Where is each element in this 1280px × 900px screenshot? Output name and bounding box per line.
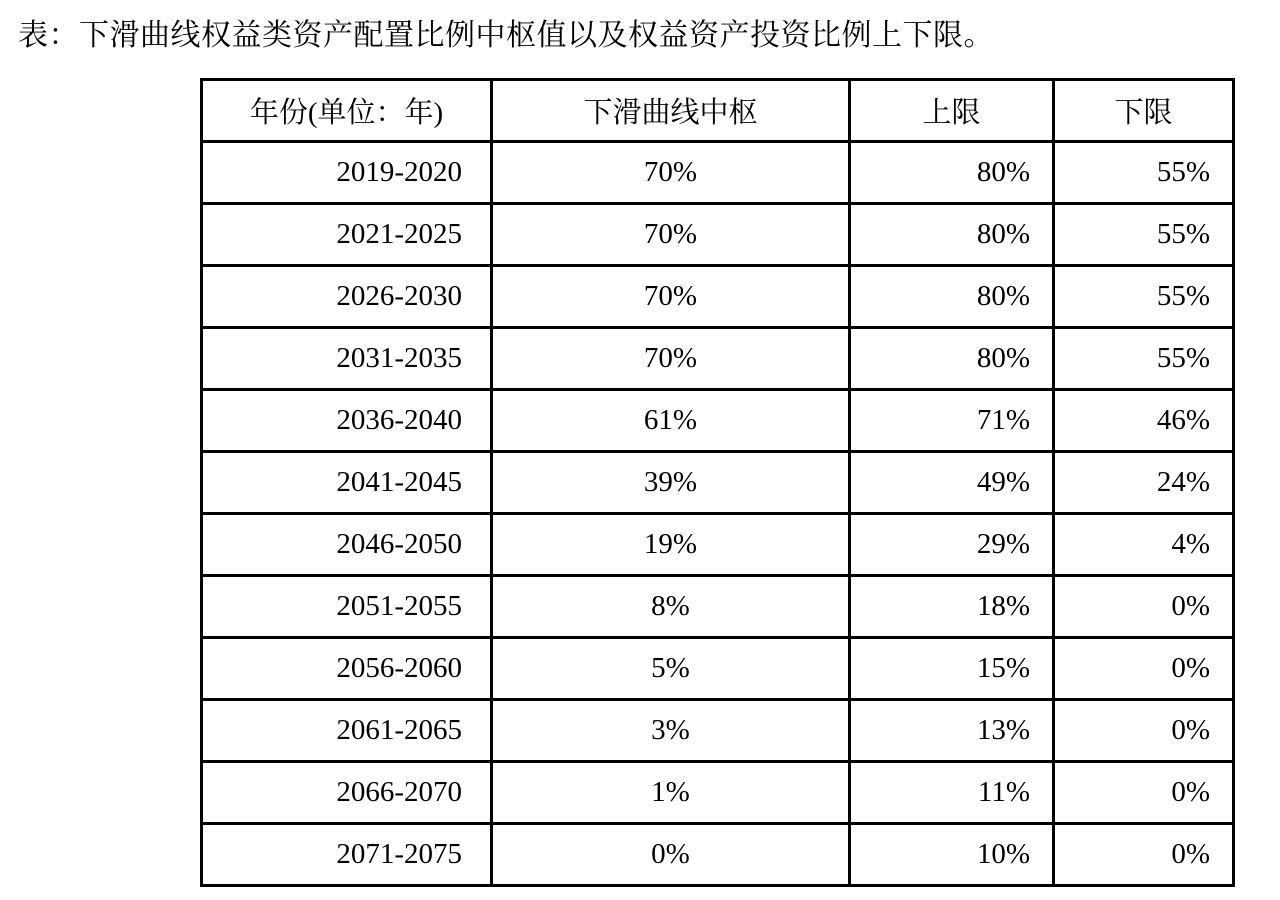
table-row xyxy=(202,700,1234,762)
cell-lower: 55% xyxy=(1054,142,1234,204)
cell-upper: 71% xyxy=(850,390,1054,452)
cell-upper: 15% xyxy=(850,638,1054,700)
cell-upper: 80% xyxy=(850,328,1054,390)
cell-center: 19% xyxy=(492,514,850,576)
cell-upper: 11% xyxy=(850,762,1054,824)
cell-lower: 0% xyxy=(1054,576,1234,638)
table-row xyxy=(202,328,1234,390)
cell-upper: 29% xyxy=(850,514,1054,576)
cell-lower: 55% xyxy=(1054,266,1234,328)
cell-lower: 0% xyxy=(1054,638,1234,700)
table-header-row xyxy=(202,80,1234,142)
table-row xyxy=(202,576,1234,638)
cell-center: 0% xyxy=(492,824,850,886)
cell-center: 70% xyxy=(492,266,850,328)
cell-upper: 80% xyxy=(850,142,1054,204)
table-row xyxy=(202,452,1234,514)
cell-lower: 46% xyxy=(1054,390,1234,452)
cell-year: 2041-2045 xyxy=(202,452,492,514)
table-row xyxy=(202,204,1234,266)
cell-lower: 55% xyxy=(1054,204,1234,266)
table-row xyxy=(202,514,1234,576)
cell-lower: 0% xyxy=(1054,700,1234,762)
cell-center: 5% xyxy=(492,638,850,700)
cell-center: 61% xyxy=(492,390,850,452)
table-row xyxy=(202,390,1234,452)
table-row xyxy=(202,638,1234,700)
cell-center: 8% xyxy=(492,576,850,638)
table-row xyxy=(202,142,1234,204)
table-row xyxy=(202,824,1234,886)
cell-upper: 80% xyxy=(850,204,1054,266)
cell-year: 2019-2020 xyxy=(202,142,492,204)
cell-lower: 0% xyxy=(1054,762,1234,824)
cell-year: 2051-2055 xyxy=(202,576,492,638)
cell-center: 3% xyxy=(492,700,850,762)
table-row xyxy=(202,266,1234,328)
cell-lower: 55% xyxy=(1054,328,1234,390)
cell-center: 70% xyxy=(492,142,850,204)
table-header xyxy=(202,80,1234,142)
cell-lower: 0% xyxy=(1054,824,1234,886)
cell-center: 70% xyxy=(492,204,850,266)
cell-lower: 4% xyxy=(1054,514,1234,576)
glide-path-table xyxy=(200,78,1235,887)
cell-year: 2026-2030 xyxy=(202,266,492,328)
table-caption: 表：下滑曲线权益类资产配置比例中枢值以及权益资产投资比例上下限。 xyxy=(18,19,994,52)
cell-upper: 18% xyxy=(850,576,1054,638)
cell-year: 2066-2070 xyxy=(202,762,492,824)
cell-upper: 10% xyxy=(850,824,1054,886)
cell-year: 2031-2035 xyxy=(202,328,492,390)
cell-year: 2071-2075 xyxy=(202,824,492,886)
cell-year: 2056-2060 xyxy=(202,638,492,700)
cell-year: 2036-2040 xyxy=(202,390,492,452)
column-header-lower: 下限 xyxy=(1054,80,1234,142)
cell-center: 39% xyxy=(492,452,850,514)
cell-center: 1% xyxy=(492,762,850,824)
cell-upper: 80% xyxy=(850,266,1054,328)
table-row xyxy=(202,762,1234,824)
column-header-center: 下滑曲线中枢 xyxy=(492,80,850,142)
cell-center: 70% xyxy=(492,328,850,390)
table-body xyxy=(202,142,1234,886)
table-container xyxy=(200,78,1232,887)
cell-upper: 49% xyxy=(850,452,1054,514)
cell-year: 2046-2050 xyxy=(202,514,492,576)
cell-upper: 13% xyxy=(850,700,1054,762)
column-header-year: 年份(单位：年) xyxy=(202,80,492,142)
cell-lower: 24% xyxy=(1054,452,1234,514)
cell-year: 2021-2025 xyxy=(202,204,492,266)
column-header-upper: 上限 xyxy=(850,80,1054,142)
cell-year: 2061-2065 xyxy=(202,700,492,762)
